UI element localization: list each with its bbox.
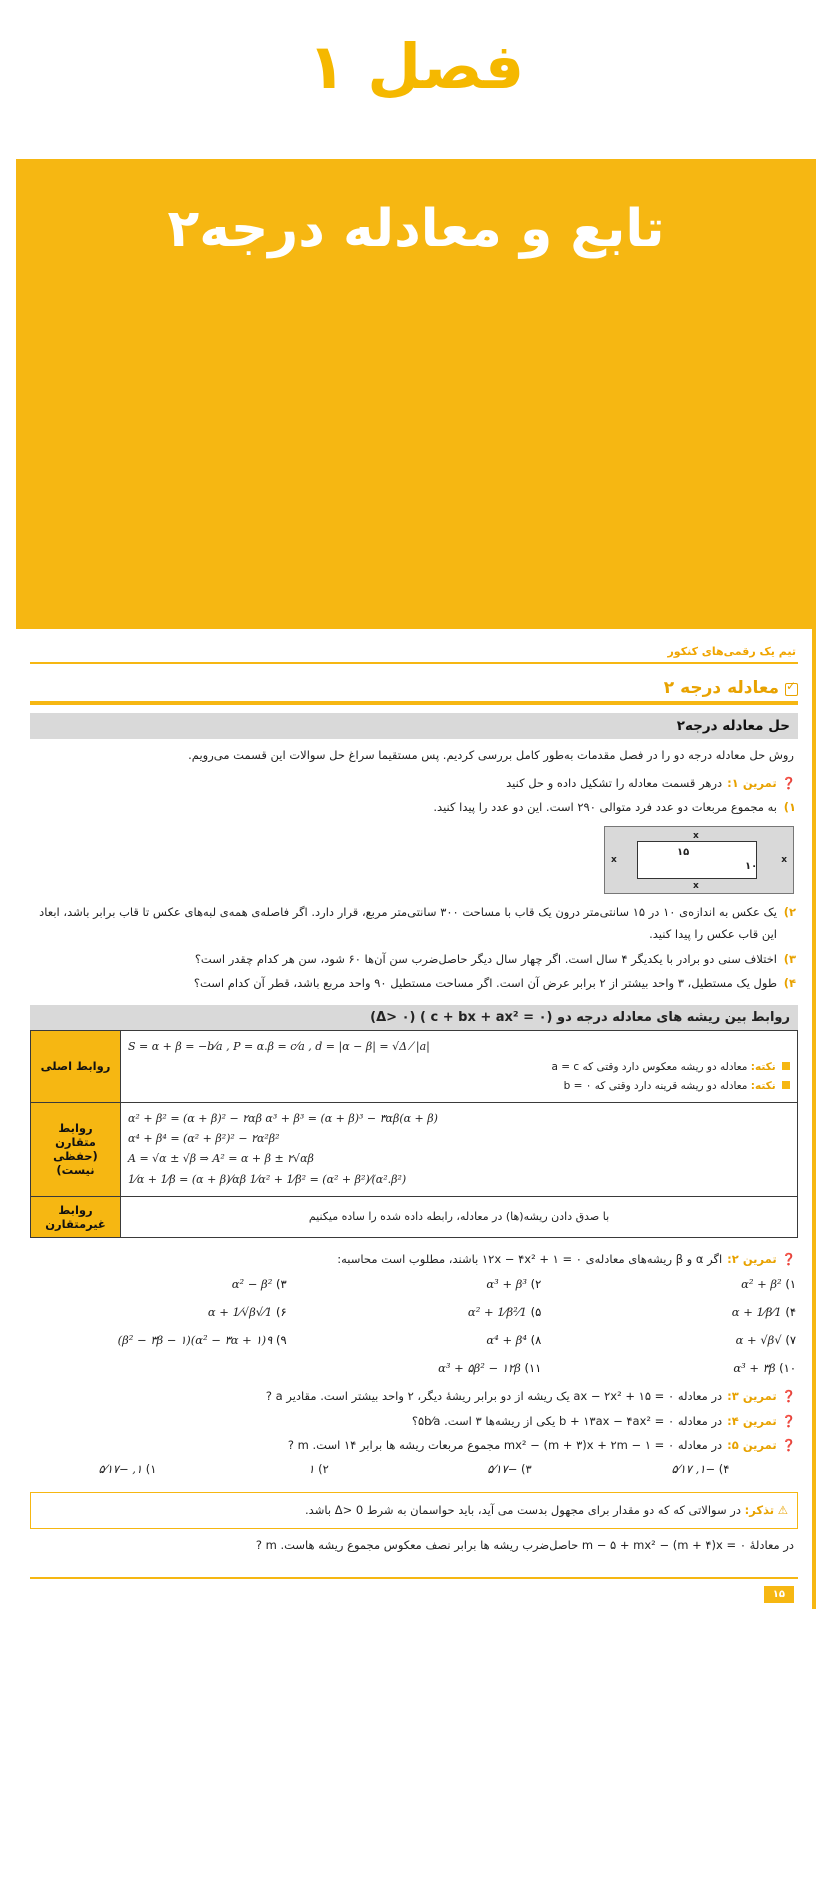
note-1: [128, 1058, 790, 1077]
figure-label-bottom: x: [693, 880, 699, 891]
item-number: ۳): [783, 951, 796, 966]
bulb-icon: ❓: [781, 1413, 796, 1428]
section-title-label: معادله درجه ۲: [663, 678, 779, 698]
option-item: [32, 1305, 287, 1319]
option-item: [287, 1277, 542, 1291]
check-box-icon: [785, 683, 798, 696]
item-number: ۴): [783, 975, 796, 990]
option-number: ۲): [530, 1277, 542, 1292]
warning-followup: در معادلۀ ۰ = m − ۵ + mx² − (m + ۴)x حاصل‌ضرب ریشه ها برابر نصف معکوس مجموع ریشه هاست. m ?: [255, 1538, 794, 1553]
option-number: ۴): [785, 1305, 796, 1320]
option-item: [287, 1361, 542, 1375]
square-bullet-icon: [782, 1081, 790, 1089]
relations-row-1-content: [121, 1031, 798, 1102]
choice-value: ۱: [308, 1461, 315, 1476]
choice-number: ۳): [521, 1461, 532, 1476]
option-expression: 1⁄α² + 1⁄β²: [467, 1305, 527, 1320]
book-title: تابع و معادله درجه۲: [167, 199, 665, 259]
page-number: ۱۵: [764, 1586, 794, 1603]
option-item: [32, 1333, 287, 1347]
formula: S = α + β = −b⁄a , P = α.β = c⁄a , d = |α − β| = √Δ ⁄ |a|: [128, 1040, 430, 1054]
exercise-3-label: تمرین ۳:: [727, 1389, 777, 1404]
exercise-4-text: در معادله ۰ = b + ۱۳ax − ۴ax² یکی از ریشه‌ها ۳ است. ۵b⁄a؟: [411, 1413, 723, 1428]
item-text: یک عکس به اندازه‌ی ۱۰ در ۱۵ سانتی‌متر درون یک قاب با مساحت ۳۰۰ سانتی‌متر مربع، قرار دارد. اگر فاصله‌ی همه‌ی لبه‌های عکس تا قاب برابر باشد، ابعاد این قاب عکس را پیدا کنید.: [39, 904, 777, 942]
choice-item: [32, 1462, 223, 1476]
list-item: [30, 971, 798, 995]
inner-photo-rect: [637, 841, 757, 879]
choice-item: [414, 1462, 605, 1476]
exercise-1-label: تمرین ۱:: [727, 775, 777, 790]
content-sheet: [16, 629, 816, 1609]
option-item: [287, 1305, 542, 1319]
note-tag: نکته:: [750, 1060, 776, 1073]
section-title: [30, 674, 798, 701]
item-text: طول یک مستطیل، ۳ واحد بیشتر از ۲ برابر عرض آن است. اگر مساحت مستطیل ۹۰ واحد مربع باشد، قطر آن کدام است؟: [193, 975, 777, 990]
option-expression: 1⁄α + 1⁄β: [731, 1305, 782, 1320]
figure-label-left: x: [611, 854, 617, 865]
table-row: [31, 1031, 798, 1102]
option-item: [541, 1333, 796, 1347]
option-expression: √α + √β: [735, 1333, 782, 1348]
table-row: [31, 1196, 798, 1237]
exercise-5-choices: [30, 1458, 798, 1478]
choice-number: ۱): [145, 1461, 157, 1476]
exercise-1-text: درهر قسمت معادله را تشکیل داده و حل کنید: [506, 775, 723, 790]
choice-item: [223, 1462, 414, 1476]
subsection-heading: حل معادله درجه۲: [30, 713, 798, 739]
option-expression: α⁴ + β⁴: [486, 1333, 527, 1348]
option-number: ۶): [275, 1305, 287, 1320]
exercise-5-text: در معادله ۰ = ۱ − mx² − (m + ۳)x + ۲m مجموع مربعات ریشه ها برابر ۱۴ است. m ?: [287, 1438, 723, 1453]
choice-value: ۱, −۵⁄۱۷: [98, 1461, 143, 1476]
figure-container: [30, 820, 798, 900]
intro-paragraph: روش حل معادله درجه دو را در فصل مقدمات به‌طور کامل بررسی کردیم. پس مستقیما سراغ حل سوالات این قسمت می‌رویم.: [188, 748, 794, 762]
exercise-3-text: در معادله ۰ = ۱۵ + ax − ۲x² یک ریشه از دو برابر ریشۀ دیگر، ۲ واحد بیشتر است. مقادیر a ?: [265, 1389, 723, 1404]
option-item: [287, 1333, 542, 1347]
item-text: اختلاف سنی دو برادر با یکدیگر ۴ سال است. اگر چهار سال دیگر حاصل‌ضرب سن آن‌ها ۶۰ شود، سن هر کدام چقدر است؟: [194, 951, 777, 966]
option-number: ۱۱): [524, 1361, 542, 1376]
note-tag: نکته:: [750, 1079, 776, 1092]
relations-row-3-content: با صدق دادن ریشه(ها) در معادله، رابطه داده شده را ساده میکنیم: [121, 1196, 798, 1237]
option-number: ۵): [530, 1305, 542, 1320]
list-item: [30, 900, 798, 947]
warning-icon: ⚠: [777, 1502, 788, 1517]
formula: α⁴ + β⁴ = (α² + β²)² − ۲α²β²: [128, 1131, 280, 1145]
option-number: ۱۰): [779, 1361, 796, 1376]
relations-table: [30, 1030, 798, 1238]
option-item-empty: [32, 1361, 287, 1375]
choice-item: [605, 1462, 796, 1476]
exercise-1-header: [30, 771, 798, 795]
exercise-2-label: تمرین ۲:: [727, 1251, 777, 1266]
option-item: [32, 1277, 287, 1291]
option-number: ۳): [275, 1277, 287, 1292]
figure-label-inner-height: ۱۰: [745, 860, 758, 872]
formula: 1⁄α + 1⁄β = (α + β)⁄αβ 1⁄α² + 1⁄β² = (α² + β²)⁄(α².β²): [128, 1172, 407, 1186]
exercise-5: [30, 1433, 798, 1457]
exercise-4-label: تمرین ۴:: [727, 1413, 777, 1428]
note-text: معادله دو ریشه قرینه دارد وقتی که b = ۰: [563, 1079, 748, 1092]
warning-text: در سوالاتی که که دو مقدار برای مجهول بدست می آید، باید حواسمان به شرط 0 <Δ باشد.: [305, 1502, 741, 1517]
option-number: ۷): [785, 1333, 796, 1348]
chapter-label: فصل ۱: [307, 30, 525, 103]
option-number: ۱): [785, 1277, 796, 1292]
option-expression: α² − β²: [231, 1277, 273, 1292]
running-head: تیم یک رقمی‌های کنکور: [30, 639, 798, 664]
choice-value: −۵⁄۱۷: [487, 1461, 518, 1476]
option-item: [541, 1361, 796, 1375]
table-row: [31, 1102, 798, 1196]
bulb-icon: ❓: [781, 1389, 796, 1404]
exercise-5-label: تمرین ۵:: [727, 1438, 777, 1453]
exercise-2-text: اگر α و β ریشه‌های معادله‌ی ۰ = ۱ + ۱۲x − ۴x² باشند، مطلوب است محاسبه:: [337, 1251, 723, 1266]
item-number: ۱): [783, 800, 796, 815]
exercise-3: [30, 1377, 798, 1408]
footer-divider: [30, 1577, 798, 1579]
exercise-2-options: [30, 1271, 798, 1377]
option-number: ۹): [275, 1333, 287, 1348]
exercise-4: [30, 1409, 798, 1433]
warning-box: [30, 1492, 798, 1530]
item-text: به مجموع مربعات دو عدد فرد متوالی ۲۹۰ است. این دو عدد را پیدا کنید.: [433, 800, 777, 815]
section-divider: [30, 701, 798, 705]
figure-label-inner-width: ۱۵: [677, 846, 690, 858]
formula: α² + β² = (α + β)² − ۲αβ α³ + β³ = (α + β)³ − ۳αβ(α + β): [128, 1111, 438, 1125]
bulb-icon: ❓: [781, 1438, 796, 1453]
bulb-icon: ❓: [781, 1251, 796, 1266]
figure-label-top: x: [693, 830, 699, 841]
option-item: [541, 1277, 796, 1291]
list-item: [30, 795, 798, 819]
option-expression: α³ + β³: [486, 1277, 527, 1292]
exercise-2-header: [30, 1238, 798, 1271]
relations-row-2-content: [121, 1102, 798, 1196]
cover-color-block: [16, 159, 816, 629]
square-bullet-icon: [782, 1062, 790, 1070]
formula: A = √α ± √β ⇒ A² = α + β ± ۲√αβ: [128, 1152, 314, 1166]
option-expression: α³ + ۳β: [733, 1361, 776, 1376]
option-number: ۸): [530, 1333, 542, 1348]
option-item: [541, 1305, 796, 1319]
relations-row-3-label: روابط غیرمتقارن: [31, 1196, 121, 1237]
relations-row-1-label: روابط اصلی: [31, 1031, 121, 1102]
option-expression: α³ + ۵β² − ۱۲β: [438, 1361, 521, 1376]
option-expression: ۹(α² − ۳α + ۱)(β² − ۳β − ۱): [117, 1333, 273, 1348]
choice-number: ۲): [318, 1461, 329, 1476]
note-2: [128, 1077, 790, 1096]
figure-label-right: x: [781, 854, 787, 865]
note-text: معادله دو ریشه معکوس دارد وقتی که a = c: [551, 1060, 748, 1073]
item-number: ۲): [783, 904, 796, 919]
relations-row-2-label: روابط متقارن (حفظی نیست): [31, 1102, 121, 1196]
choice-number: ۴): [718, 1461, 730, 1476]
option-expression: 1⁄√α + 1⁄√β: [207, 1305, 273, 1320]
bulb-icon: ❓: [781, 775, 796, 790]
choice-value: −۱, ۵⁄۱۷: [671, 1461, 716, 1476]
photo-frame-diagram: [604, 826, 794, 894]
warning-label: تذکر:: [744, 1502, 775, 1517]
relations-heading: روابط بین ریشه های معادله درجه دو (۰ =‌ c + bx + ax² ) (Δ> ۰): [30, 1005, 798, 1030]
option-expression: α² + β²: [741, 1277, 782, 1292]
list-item: [30, 947, 798, 971]
